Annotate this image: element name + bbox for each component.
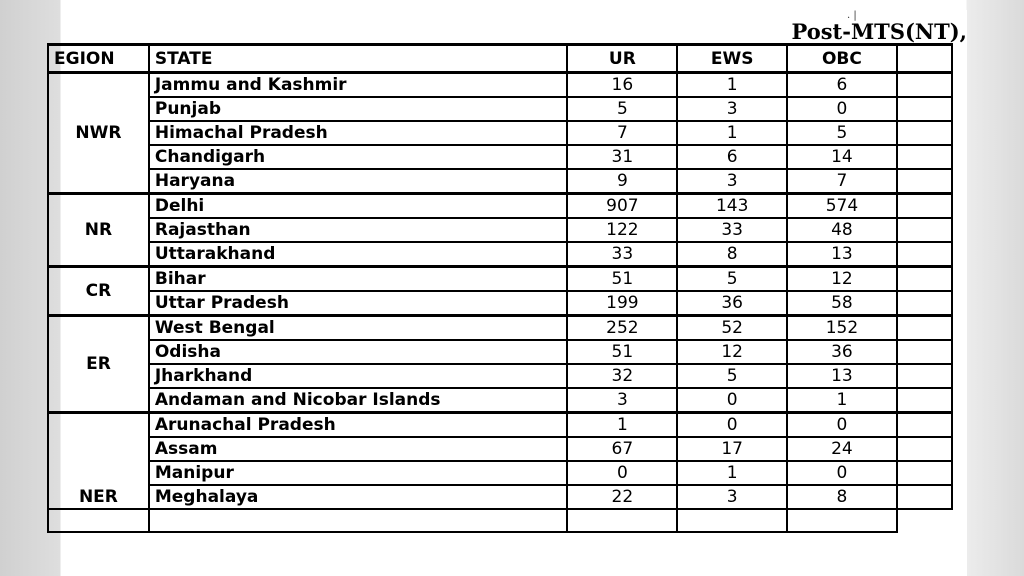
header-ews: EWS (677, 45, 787, 73)
ur-cell: 51 (567, 267, 677, 292)
cut-column-cell (897, 73, 952, 98)
cut-off-cell (787, 509, 897, 532)
state-cell: Assam (149, 437, 568, 461)
ur-cell: 3 (567, 388, 677, 413)
vacancy-table (47, 43, 953, 533)
obc-cell: 152 (787, 316, 897, 341)
cut-column-cell (897, 461, 952, 485)
obc-cell: 12 (787, 267, 897, 292)
ews-cell: 143 (677, 194, 787, 219)
cut-column-cell (897, 485, 952, 509)
table-row (48, 364, 952, 388)
table-row (48, 461, 952, 485)
state-cell: West Bengal (149, 316, 568, 341)
ews-cell: 3 (677, 169, 787, 194)
cut-off-cell (567, 509, 677, 532)
table-row (48, 242, 952, 267)
top-mark: . | (847, 10, 857, 21)
table-row (48, 316, 952, 341)
ur-cell: 907 (567, 194, 677, 219)
post-title: Post-MTS(NT), (791, 19, 967, 44)
ews-cell: 0 (677, 413, 787, 438)
header-ur: UR (567, 45, 677, 73)
obc-cell: 0 (787, 413, 897, 438)
state-cell: Delhi (149, 194, 568, 219)
region-cell: CR (48, 267, 149, 316)
ur-cell: 1 (567, 413, 677, 438)
cut-column-cell (897, 291, 952, 316)
table-row (48, 145, 952, 169)
table-row (48, 121, 952, 145)
ews-cell: 0 (677, 388, 787, 413)
table-row (48, 267, 952, 292)
state-cell: Uttarakhand (149, 242, 568, 267)
region-cell: NWR (48, 73, 149, 194)
ews-cell: 1 (677, 73, 787, 98)
obc-cell: 58 (787, 291, 897, 316)
obc-cell: 13 (787, 364, 897, 388)
table-row (48, 413, 952, 438)
ur-cell: 252 (567, 316, 677, 341)
table-row (48, 437, 952, 461)
table-row-cut-off (48, 509, 952, 532)
cut-column-cell (897, 169, 952, 194)
ews-cell: 1 (677, 121, 787, 145)
state-cell: Odisha (149, 340, 568, 364)
region-cell: NER (48, 413, 149, 510)
header-cut-column (897, 45, 952, 73)
region-cell: ER (48, 316, 149, 413)
cut-column-cell (897, 194, 952, 219)
cut-off-cell (677, 509, 787, 532)
obc-cell: 13 (787, 242, 897, 267)
obc-cell: 1 (787, 388, 897, 413)
cut-column-cell (897, 316, 952, 341)
obc-cell: 5 (787, 121, 897, 145)
obc-cell: 7 (787, 169, 897, 194)
ur-cell: 31 (567, 145, 677, 169)
header-row (48, 45, 952, 73)
obc-cell: 36 (787, 340, 897, 364)
ur-cell: 32 (567, 364, 677, 388)
state-cell: Jharkhand (149, 364, 568, 388)
ews-cell: 12 (677, 340, 787, 364)
ews-cell: 17 (677, 437, 787, 461)
ur-cell: 0 (567, 461, 677, 485)
table-row (48, 340, 952, 364)
state-cell: Manipur (149, 461, 568, 485)
cut-off-cell (48, 509, 149, 532)
ews-cell: 36 (677, 291, 787, 316)
state-cell: Jammu and Kashmir (149, 73, 568, 98)
cut-column-cell (897, 218, 952, 242)
state-cell: Haryana (149, 169, 568, 194)
table-row (48, 485, 952, 509)
cut-column-cell (897, 388, 952, 413)
ews-cell: 6 (677, 145, 787, 169)
ur-cell: 9 (567, 169, 677, 194)
ur-cell: 5 (567, 97, 677, 121)
obc-cell: 24 (787, 437, 897, 461)
cut-column-cell (897, 145, 952, 169)
state-cell: Bihar (149, 267, 568, 292)
table-row (48, 169, 952, 194)
state-cell: Himachal Pradesh (149, 121, 568, 145)
state-cell: Meghalaya (149, 485, 568, 509)
cut-column-cell (897, 97, 952, 121)
ews-cell: 1 (677, 461, 787, 485)
cut-column-cell (897, 413, 952, 438)
ews-cell: 3 (677, 485, 787, 509)
ews-cell: 8 (677, 242, 787, 267)
table-row (48, 97, 952, 121)
state-cell: Rajasthan (149, 218, 568, 242)
cut-column-cell (897, 267, 952, 292)
ews-cell: 5 (677, 267, 787, 292)
cut-column-cell (897, 242, 952, 267)
state-cell: Andaman and Nicobar Islands (149, 388, 568, 413)
state-cell: Arunachal Pradesh (149, 413, 568, 438)
obc-cell: 0 (787, 97, 897, 121)
obc-cell: 48 (787, 218, 897, 242)
header-state: STATE (149, 45, 568, 73)
header-region: EGION (48, 45, 149, 73)
region-cell: NR (48, 194, 149, 267)
ur-cell: 122 (567, 218, 677, 242)
cut-column-cell (897, 364, 952, 388)
cut-off-cell (149, 509, 568, 532)
state-cell: Punjab (149, 97, 568, 121)
table-body (48, 73, 952, 533)
ur-cell: 16 (567, 73, 677, 98)
header-obc: OBC (787, 45, 897, 73)
table-row (48, 194, 952, 219)
obc-cell: 8 (787, 485, 897, 509)
ur-cell: 22 (567, 485, 677, 509)
state-cell: Uttar Pradesh (149, 291, 568, 316)
cut-column-cell (897, 437, 952, 461)
ur-cell: 33 (567, 242, 677, 267)
cut-column-cell (897, 340, 952, 364)
ur-cell: 199 (567, 291, 677, 316)
table-row (48, 388, 952, 413)
ews-cell: 52 (677, 316, 787, 341)
obc-cell: 0 (787, 461, 897, 485)
state-cell: Chandigarh (149, 145, 568, 169)
table-row (48, 73, 952, 98)
table-row (48, 291, 952, 316)
obc-cell: 574 (787, 194, 897, 219)
ur-cell: 67 (567, 437, 677, 461)
document-sheet (54, 10, 967, 576)
cut-column-cell (897, 121, 952, 145)
ur-cell: 7 (567, 121, 677, 145)
ur-cell: 51 (567, 340, 677, 364)
obc-cell: 14 (787, 145, 897, 169)
ews-cell: 33 (677, 218, 787, 242)
ews-cell: 3 (677, 97, 787, 121)
table-row (48, 218, 952, 242)
ews-cell: 5 (677, 364, 787, 388)
obc-cell: 6 (787, 73, 897, 98)
